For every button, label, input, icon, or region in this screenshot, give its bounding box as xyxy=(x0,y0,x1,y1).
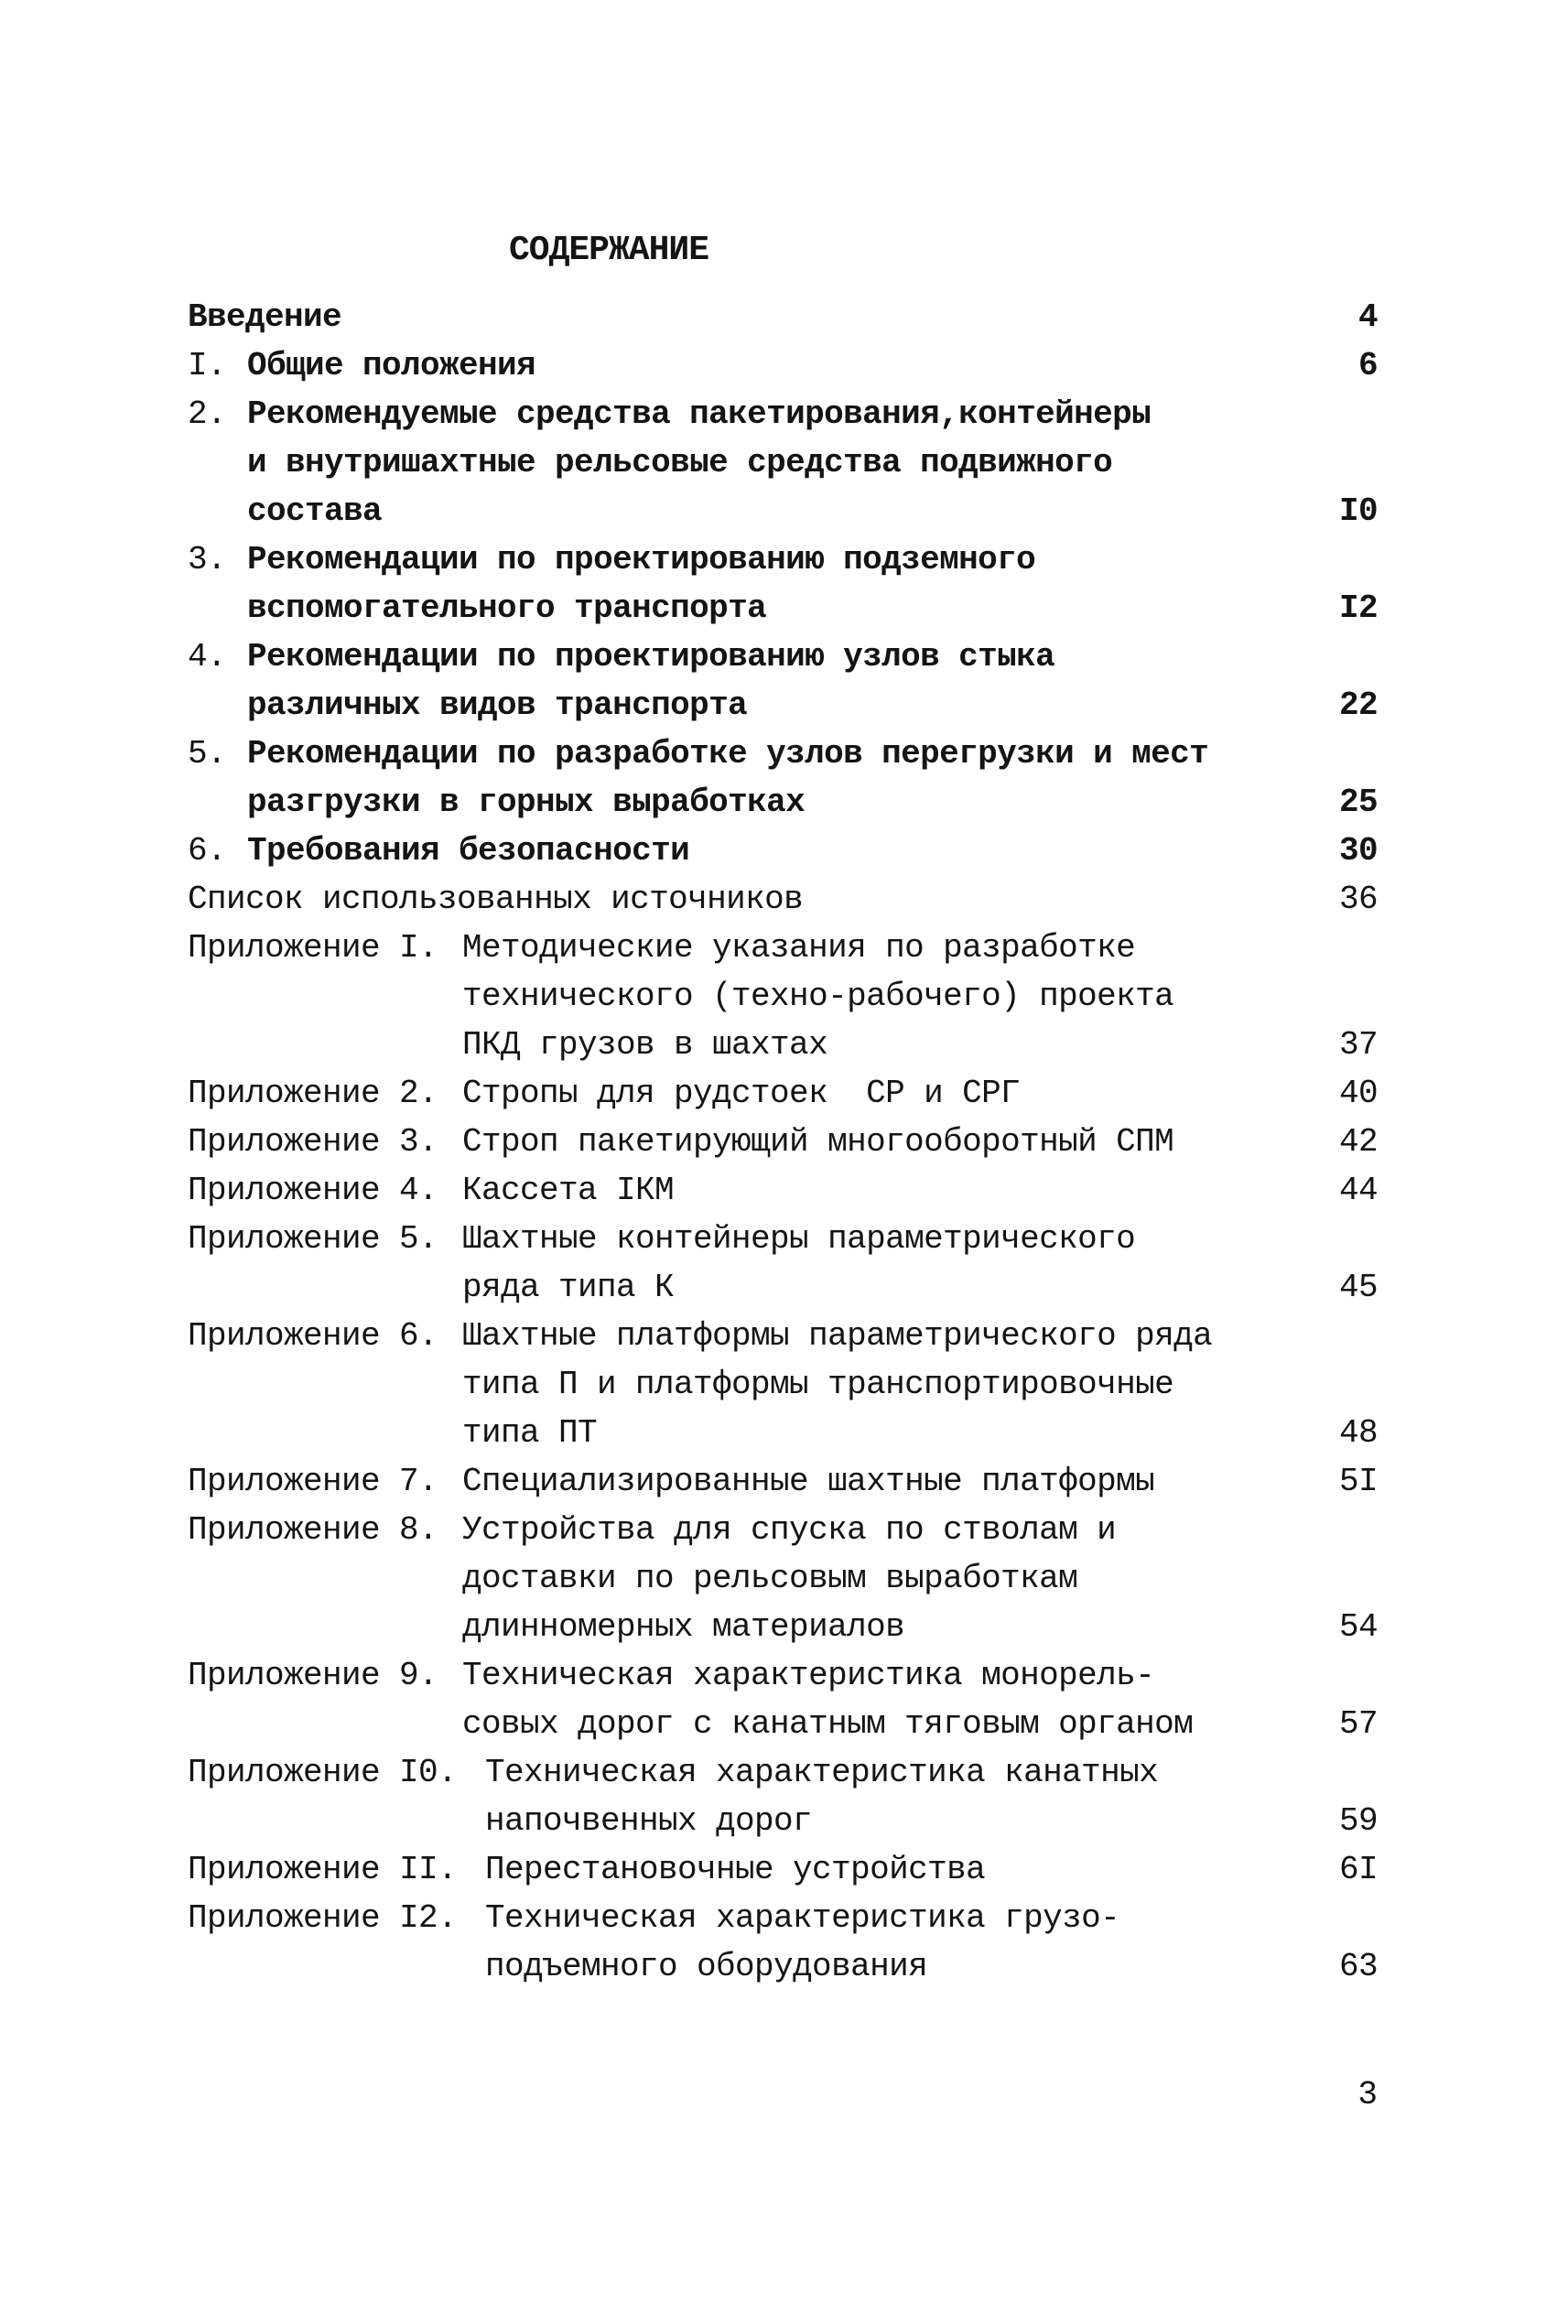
toc-entry-number: Приложение 9. xyxy=(188,1657,438,1694)
toc-entry-number: 2. xyxy=(188,395,227,433)
toc-entry-number: Приложение 4. xyxy=(188,1172,438,1209)
toc-entry-number: Приложение I2. xyxy=(188,1899,458,1937)
toc-page-number: 59 xyxy=(1338,1802,1378,1840)
toc-entry-text: совых дорог с канатным тяговым органом xyxy=(462,1705,1194,1743)
toc-entry-text: Стропы для рудстоек СР и СРГ xyxy=(462,1075,1021,1112)
toc-entry-text: типа П и платформы транспортировочные xyxy=(462,1366,1174,1403)
toc-entry-section xyxy=(188,827,1378,875)
toc-page-number: 57 xyxy=(1338,1705,1378,1743)
toc-entry-number: 3. xyxy=(188,541,227,578)
toc-entry-text: состава xyxy=(247,492,383,530)
toc-entry-number: Приложение I0. xyxy=(188,1754,458,1791)
toc-entry-appendix xyxy=(188,1166,1378,1215)
toc-entry-text: Техническая характеристика монорель- xyxy=(462,1657,1155,1694)
toc-entry-text: Техническая характеристика грузо- xyxy=(485,1899,1120,1937)
toc-entry-text: Требования безопасности xyxy=(247,832,690,870)
toc-entry-number: Приложение 3. xyxy=(188,1123,438,1161)
toc-entry-text: Методические указания по разработке xyxy=(462,929,1136,967)
page-number: 3 xyxy=(1357,2076,1378,2113)
toc-entry-number: 4. xyxy=(188,638,227,676)
toc-page-number: 44 xyxy=(1338,1172,1378,1209)
page-title: СОДЕРЖАНИЕ xyxy=(508,231,709,270)
toc-entry-text: ряда типа К xyxy=(462,1269,675,1306)
toc-page-number: 37 xyxy=(1338,1026,1378,1064)
toc-entry-text: Специализированные шахтные платформы xyxy=(462,1463,1155,1500)
toc-entry-text: подъемного оборудования xyxy=(485,1948,928,1985)
toc-entry-number: Приложение 5. xyxy=(188,1220,438,1258)
toc-entry-section xyxy=(188,390,1378,535)
toc-entry-text: различных видов транспорта xyxy=(247,686,748,724)
toc-entry-text: Шахтные платформы параметрического ряда xyxy=(462,1317,1213,1355)
toc-entry-text: Рекомендуемые средства пакетирования,контейнеры xyxy=(247,395,1152,433)
toc-entry-sources xyxy=(188,875,1378,924)
toc-entry-text: Рекомендации по проектированию узлов стыка xyxy=(247,638,1055,676)
toc-entry-text: ПКД грузов в шахтах xyxy=(462,1026,828,1064)
toc-page-number: I0 xyxy=(1338,492,1378,530)
toc-entry-text: Введение xyxy=(188,298,342,336)
toc-entry-section xyxy=(188,730,1378,827)
toc-entry-number: Приложение 8. xyxy=(188,1511,438,1549)
toc-entry-text: Общие положения xyxy=(247,347,536,384)
toc-entry-text: Рекомендации по проектированию подземного xyxy=(247,541,1036,578)
toc-entry-appendix xyxy=(188,1894,1378,1991)
toc-page-number: 63 xyxy=(1338,1948,1378,1985)
toc-page-number: 4 xyxy=(1357,298,1378,336)
toc-entry-appendix xyxy=(188,1118,1378,1166)
toc-entry-number: Приложение I. xyxy=(188,929,438,967)
toc-entry-appendix xyxy=(188,1215,1378,1312)
toc-page-number: 6I xyxy=(1338,1851,1378,1888)
toc-page-number: 54 xyxy=(1338,1608,1378,1646)
toc-page-number: 40 xyxy=(1338,1075,1378,1112)
toc-entry-appendix xyxy=(188,1748,1378,1845)
toc-entry-text: Устройства для спуска по стволам и xyxy=(462,1511,1117,1549)
toc-entry-section xyxy=(188,341,1378,390)
toc-entry-number: Приложение II. xyxy=(188,1851,458,1888)
toc-entry-text: Список использованных источников xyxy=(188,881,804,918)
toc-entry-appendix xyxy=(188,1506,1378,1651)
toc-entry-number: 6. xyxy=(188,832,227,870)
toc-entry-number: I. xyxy=(188,347,227,384)
toc-entry-appendix xyxy=(188,1069,1378,1118)
toc-entry-section xyxy=(188,535,1378,632)
toc-entry-text: и внутришахтные рельсовые средства подвижного xyxy=(247,444,1113,481)
toc-entry-number: Приложение 6. xyxy=(188,1317,438,1355)
toc-entry-text: типа ПТ xyxy=(462,1414,598,1452)
toc-entry-text: вспомогательного транспорта xyxy=(247,589,767,627)
toc-page-number: 5I xyxy=(1338,1463,1378,1500)
toc-entry-appendix xyxy=(188,1845,1378,1894)
toc-entry-number: 5. xyxy=(188,735,227,773)
toc-page-number: 30 xyxy=(1338,832,1378,870)
toc-entry-text: Кассета IКМ xyxy=(462,1172,675,1209)
toc-entry-text: длинномерных материалов xyxy=(462,1608,905,1646)
toc-page-number: 36 xyxy=(1338,881,1378,918)
table-of-contents xyxy=(188,293,1378,1991)
toc-entry-text: доставки по рельсовым выработкам xyxy=(462,1560,1078,1597)
toc-page-number: I2 xyxy=(1338,589,1378,627)
toc-entry-appendix xyxy=(188,1457,1378,1506)
toc-entry-section xyxy=(188,632,1378,730)
toc-page-number: 42 xyxy=(1338,1123,1378,1161)
toc-page-number: 48 xyxy=(1338,1414,1378,1452)
toc-entry-text: разгрузки в горных выработках xyxy=(247,784,806,821)
toc-page-number: 25 xyxy=(1338,784,1378,821)
toc-entry-text: Строп пакетирующий многооборотный СПМ xyxy=(462,1123,1174,1161)
toc-entry-intro xyxy=(188,293,1378,341)
toc-entry-text: Перестановочные устройства xyxy=(485,1851,986,1888)
toc-page-number: 45 xyxy=(1338,1269,1378,1306)
toc-entry-appendix xyxy=(188,1651,1378,1748)
toc-entry-text: Рекомендации по разработке узлов перегрузки и мест xyxy=(247,735,1209,773)
toc-entry-appendix xyxy=(188,1312,1378,1457)
toc-page-number: 22 xyxy=(1338,686,1378,724)
toc-entry-number: Приложение 7. xyxy=(188,1463,438,1500)
toc-entry-text: Шахтные контейнеры параметрического xyxy=(462,1220,1136,1258)
toc-entry-appendix xyxy=(188,924,1378,1069)
toc-entry-text: технического (техно-рабочего) проекта xyxy=(462,978,1174,1015)
toc-entry-text: напочвенных дорог xyxy=(485,1802,813,1840)
toc-entry-text: Техническая характеристика канатных xyxy=(485,1754,1159,1791)
toc-entry-number: Приложение 2. xyxy=(188,1075,438,1112)
toc-page-number: 6 xyxy=(1357,347,1378,384)
